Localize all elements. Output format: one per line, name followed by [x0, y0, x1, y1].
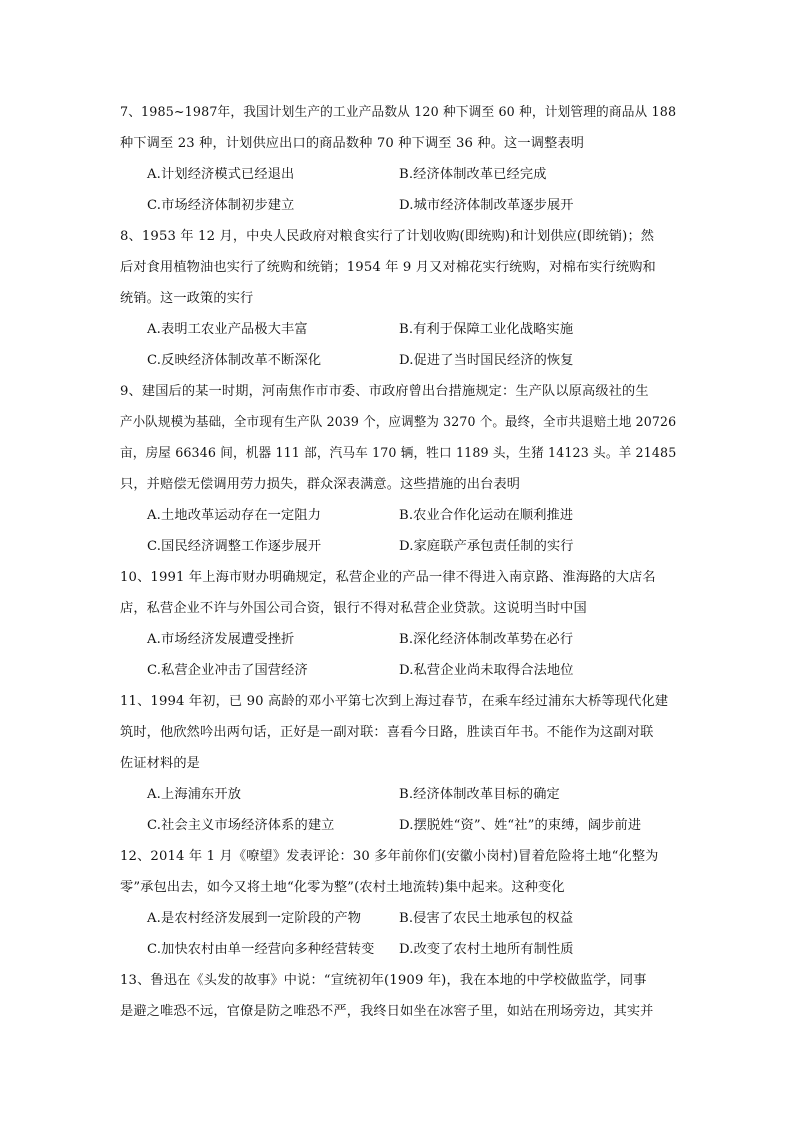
question-11-option-d: D.摆脱姓“资”、姓“社”的束缚，阔步前进	[399, 818, 642, 833]
question-7-option-d: D.城市经济体制改革逐步展开	[399, 198, 574, 213]
question-7-option-b: B.经济体制改革已经完成	[399, 167, 547, 182]
question-7-option-a: A.计划经济模式已经退出	[147, 167, 295, 182]
question-10-option-a: A.市场经济发展遭受挫折	[147, 632, 295, 647]
question-12-option-b: B.侵害了农民土地承包的权益	[399, 911, 574, 926]
question-8-option-d: D.促进了当时国民经济的恢复	[399, 353, 574, 368]
question-11-stem-line-1: 11、1994 年初，已 90 高龄的邓小平第七次到上海过春节，在乘车经过浦东大桥等现代化建	[120, 694, 669, 709]
question-12-option-d: D.改变了农村土地所有制性质	[399, 942, 574, 957]
question-11-stem-line-3: 佐证材料的是	[120, 756, 201, 771]
question-7-stem-line-2: 种下调至 23 种，计划供应出口的商品数种 70 种下调至 36 种。这一调整表明	[120, 136, 585, 151]
question-9-stem-line-3: 亩，房屋 66346 间，机器 111 部，汽马车 170 辆，牲口 1189 头，生猪 14123 头。羊 21485	[120, 446, 677, 461]
question-11-stem-line-2: 筑时，他欣然吟出两句话，正好是一副对联：喜看今日路，胜读百年书。不能作为这副对联	[120, 725, 654, 740]
question-10-option-c: C.私营企业冲击了国营经济	[147, 663, 308, 678]
question-12-stem-line-2: 零”承包出去，如今又将土地“化零为整”(农村土地流转)集中起来。这种变化	[120, 880, 565, 895]
question-8-stem-line-2: 后对食用植物油也实行了统购和统销；1954 年 9 月又对棉花实行统购，对棉布实行统购和	[120, 260, 656, 275]
question-11-option-a: A.上海浦东开放	[147, 787, 242, 802]
question-8-option-b: B.有利于保障工业化战略实施	[399, 322, 574, 337]
question-7-option-c: C.市场经济体制初步建立	[147, 198, 295, 213]
question-8-stem-line-3: 统销。这一政策的实行	[120, 291, 254, 306]
question-9-option-c: C.国民经济调整工作逐步展开	[147, 539, 322, 554]
question-11-option-c: C.社会主义市场经济体系的建立	[147, 818, 335, 833]
question-9-stem-line-4: 只，并赔偿无偿调用劳力损失，群众深表满意。这些措施的出台表明	[120, 477, 521, 492]
question-13-stem-line-1: 13、鲁迅在《头发的故事》中说：“宣统初年(1909 年)，我在本地的中学校做监学，同事	[120, 973, 647, 988]
question-10-option-d: D.私营企业尚未取得合法地位	[399, 663, 574, 678]
question-8-option-a: A.表明工农业产品极大丰富	[147, 322, 308, 337]
question-8-stem-line-1: 8、1953 年 12 月，中央人民政府对粮食实行了计划收购(即统购)和计划供应(即统销)；然	[120, 229, 655, 244]
question-10-stem-line-2: 店，私营企业不许与外国公司合资，银行不得对私营企业贷款。这说明当时中国	[120, 601, 587, 616]
question-9-option-a: A.土地改革运动存在一定阻力	[147, 508, 322, 523]
question-8-option-c: C.反映经济体制改革不断深化	[147, 353, 322, 368]
question-12-stem-line-1: 12、2014 年 1 月《嘹望》发表评论：30 多年前你们(安徽小岗村)冒着危险将土地“化整为	[120, 849, 659, 864]
question-12-option-c: C.加快农村由单一经营向多种经营转变	[147, 942, 375, 957]
question-11-option-b: B.经济体制改革目标的确定	[399, 787, 560, 802]
question-9-option-d: D.家庭联产承包责任制的实行	[399, 539, 574, 554]
question-12-option-a: A.是农村经济发展到一定阶段的产物	[147, 911, 362, 926]
question-9-option-b: B.农业合作化运动在顺利推进	[399, 508, 574, 523]
question-10-option-b: B.深化经济体制改革势在必行	[399, 632, 574, 647]
question-9-stem-line-2: 产小队规模为基础，全市现有生产队 2039 个，应调整为 3270 个。最终，全市共退赔土地 20726	[120, 415, 677, 430]
question-7-stem-line-1: 7、1985~1987年，我国计划生产的工业产品数从 120 种下调至 60 种，计划管理的商品从 188	[120, 105, 677, 120]
question-9-stem-line-1: 9、建国后的某一时期，河南焦作市市委、市政府曾出台措施规定：生产队以原高级社的生	[120, 384, 649, 399]
question-13-stem-line-2: 是避之唯恐不远，官僚是防之唯恐不严，我终日如坐在冰窖子里，如站在刑场旁边，其实并	[120, 1004, 654, 1019]
question-10-stem-line-1: 10、1991 年上海市财办明确规定，私营企业的产品一律不得进入南京路、淮海路的大店名	[120, 570, 656, 585]
